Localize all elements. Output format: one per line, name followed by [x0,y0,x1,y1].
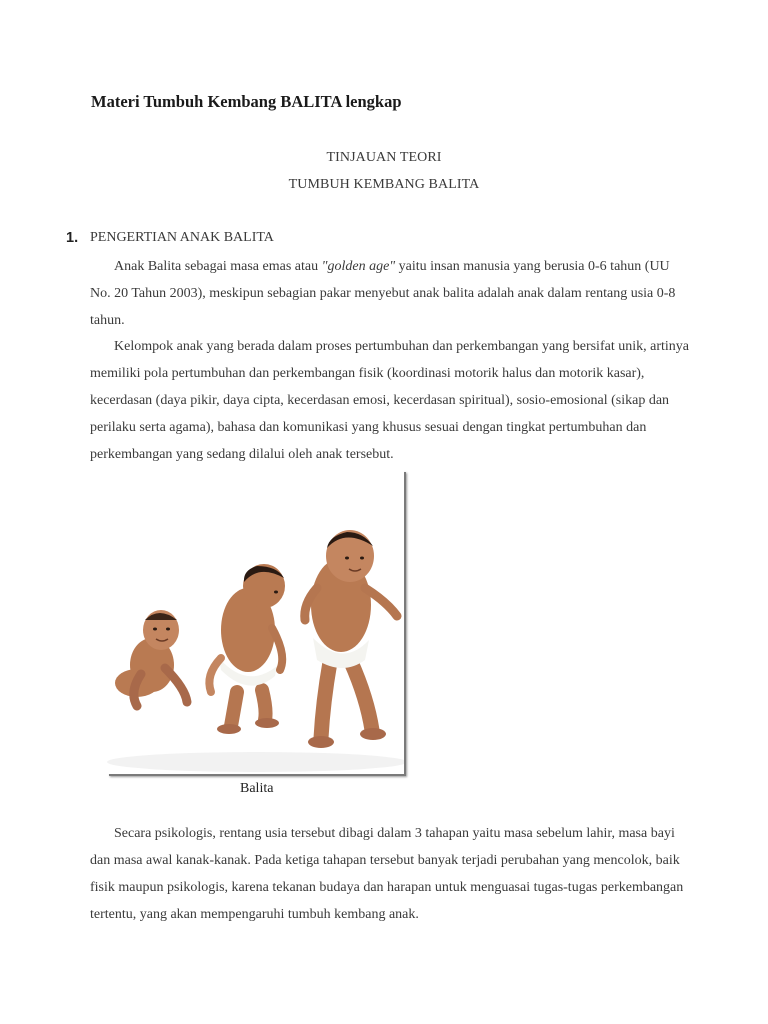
paragraph-psychological-stages: Secara psikologis, rentang usia tersebut dibagi dalam 3 tahapan yaitu masa sebelum lahir, masa bayi dan masa awal kanak-kanak. Pada ketiga tahapan tersebut banyak terjadi perubahan yang mencolok, baik fisik maupun psikologis, karena tekanan budaya dan harapan untuk menguasai tugas-tugas perkembangan tertentu, yang akan mempengaruhi tumbuh kembang anak. [90,826,684,922]
heading-tinjauan-teori: TINJAUAN TEORI [326,150,442,165]
figure-caption: Balita [240,781,274,796]
paragraph-definition [90,253,690,334]
paragraph-text: Anak Balita sebagai masa emas atau [114,259,322,274]
section-heading: PENGERTIAN ANAK BALITA [90,230,274,245]
golden-age-term: "golden age" [321,259,396,274]
heading-tumbuh-kembang: TUMBUH KEMBANG BALITA [288,177,480,192]
balita-figure [107,470,404,774]
section-number: 1. [66,230,79,246]
three-babies-illustration [107,470,404,774]
document-title: Materi Tumbuh Kembang BALITA lengkap [91,92,402,111]
paragraph-text: yaitu insan manusia yang berusia 0-6 tahun (UU No. 20 Tahun 2003), meskipun sebagian pakar menyebut anak balita adalah anak dalam rentang usia 0-8 tahun. [90,259,676,328]
paragraph-characteristics: Kelompok anak yang berada dalam proses pertumbuhan dan perkembangan yang bersifat unik, artinya memiliki pola pertumbuhan dan perkembangan fisik (koordinasi motorik halus dan motorik kasar), kecerdasan (daya pikir, daya cipta, kecerdasan emosi, kecerdasan spiritual), sosio-emosional (sikap dan perilaku serta agama), bahasa dan komunikasi yang khusus sesuai dengan tingkat pertumbuhan dan perkembangan yang sedang dilalui oleh anak tersebut. [90,339,689,462]
